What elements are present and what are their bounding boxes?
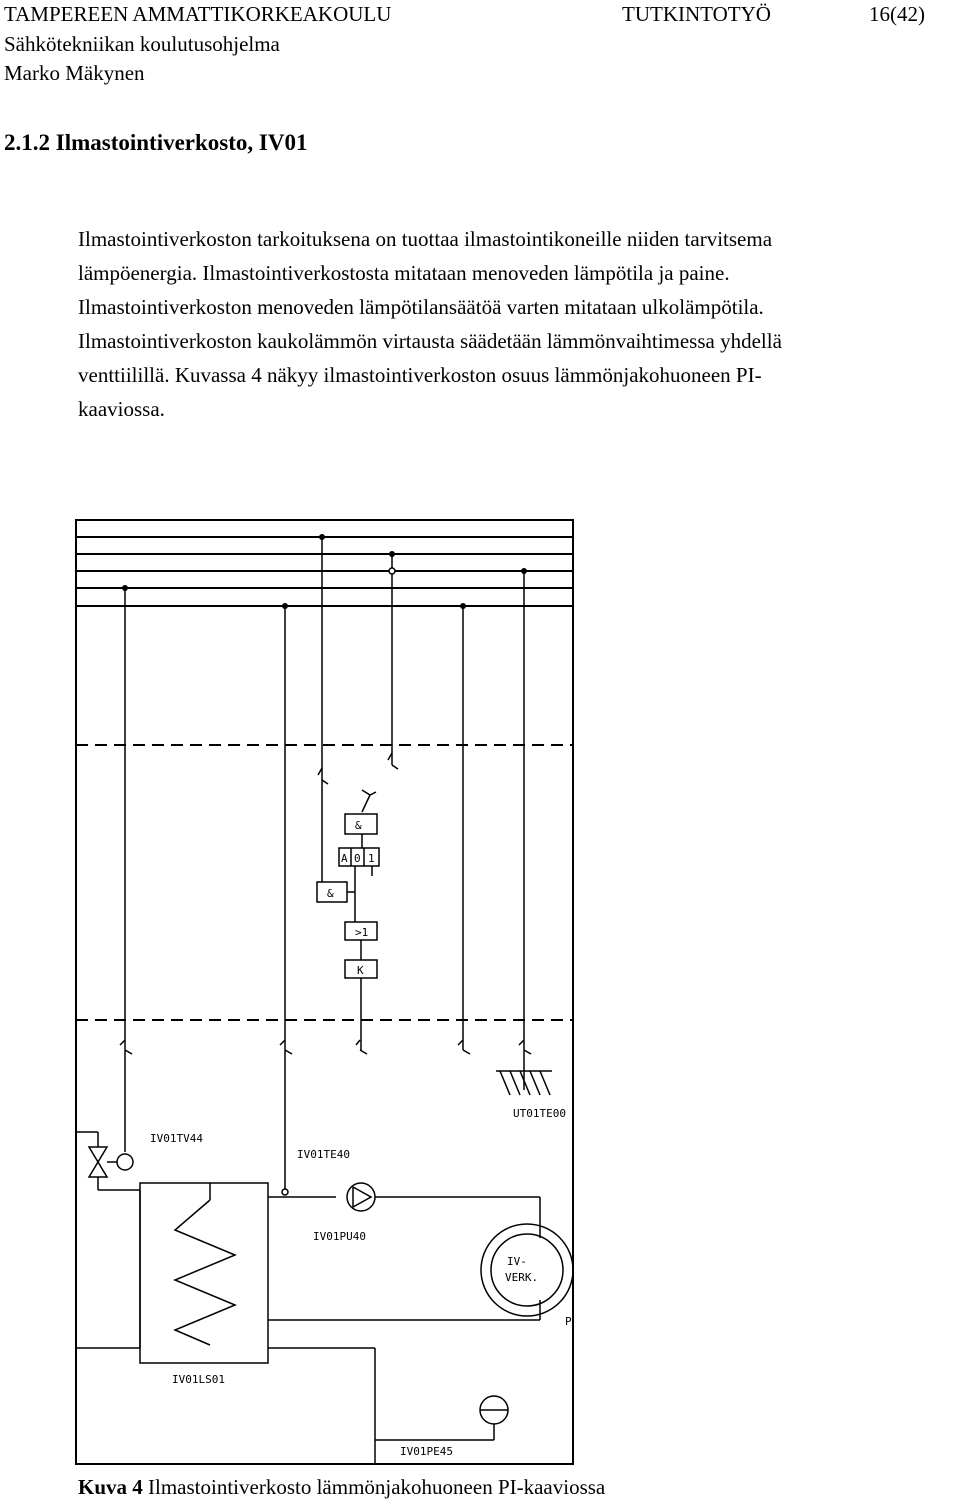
network-outer-circle: [481, 1224, 573, 1316]
paragraph-line: venttiilillä. Kuvassa 4 näkyy ilmastointiverkoston osuus lämmönjakohuoneen PI-: [78, 363, 762, 387]
network-inner-circle: [491, 1234, 563, 1306]
header-page-number: 16(42): [869, 2, 925, 26]
valve-symbol: [89, 1147, 107, 1177]
bus-node: [521, 568, 527, 574]
bus-node: [460, 603, 466, 609]
bus-node-open: [389, 568, 395, 574]
header-institution: TAMPEREEN AMMATTIKORKEAKOULU: [4, 2, 392, 26]
break-tick: [120, 1040, 132, 1054]
header-program: Sähkötekniikan koulutusohjelma: [4, 32, 280, 56]
caption-label: Kuva 4: [78, 1475, 143, 1499]
mode-1-label: 1: [368, 852, 375, 865]
caption-text: Ilmastointiverkosto lämmönjakohuoneen PI-kaaviossa: [142, 1475, 606, 1499]
logic-switch: [362, 790, 376, 795]
paragraph-line: lämpöenergia. Ilmastointiverkostosta mitataan menoveden lämpötila ja paine.: [78, 261, 730, 285]
outdoor-sensor-hatch: [500, 1071, 550, 1095]
bus-node: [282, 603, 288, 609]
paragraph-line: Ilmastointiverkoston menoveden lämpötilansäätöä varten mitataan ulkolämpötila.: [78, 295, 764, 319]
valve-actuator: [117, 1154, 133, 1170]
diagram-frame: [76, 520, 573, 1464]
break-tick: [318, 768, 328, 784]
valve-label: IV01TV44: [150, 1132, 203, 1145]
break-tick: [519, 1040, 531, 1054]
gt1-label: >1: [355, 926, 369, 939]
paragraph-line: Ilmastointiverkoston kaukolämmön virtausta säädetään lämmönvaihtimessa yhdellä: [78, 329, 782, 353]
heat-exchanger-coil: [175, 1200, 235, 1345]
outdoor-sensor-label: UT01TE00: [513, 1107, 566, 1120]
sensor-node: [282, 1189, 288, 1195]
bus-node: [389, 551, 395, 557]
heat-exchanger-label: IV01LS01: [172, 1373, 225, 1386]
paragraph-line: Ilmastointiverkoston tarkoituksena on tuottaa ilmastointikoneille niiden tarvitsema: [78, 227, 773, 251]
pressure-tank-label: IV01PE45: [400, 1445, 453, 1458]
break-tick: [458, 1040, 470, 1054]
break-tick: [388, 753, 398, 769]
k-label: K: [357, 964, 364, 977]
bus-node: [319, 534, 325, 540]
header-author: Marko Mäkynen: [4, 61, 145, 85]
bus-node: [122, 585, 128, 591]
network-label-line1: IV-: [507, 1255, 527, 1268]
logic-and-left-label: &: [327, 887, 334, 900]
header-doc-type: TUTKINTOTYÖ: [622, 2, 771, 26]
temp-sensor-label: IV01TE40: [297, 1148, 350, 1161]
logic-and-label: &: [355, 819, 362, 832]
mode-a-label: A: [341, 852, 348, 865]
figure-caption: [78, 1475, 605, 1500]
mode-0-label: 0: [354, 852, 361, 865]
network-label-line2: VERK.: [505, 1271, 539, 1284]
heat-exchanger-box: [140, 1183, 268, 1363]
paragraph-line: kaaviossa.: [78, 397, 165, 421]
break-tick: [280, 1040, 292, 1054]
p-mark-label: P: [565, 1315, 572, 1328]
pump-label: IV01PU40: [313, 1230, 366, 1243]
section-title: 2.1.2 Ilmastointiverkosto, IV01: [4, 130, 308, 155]
